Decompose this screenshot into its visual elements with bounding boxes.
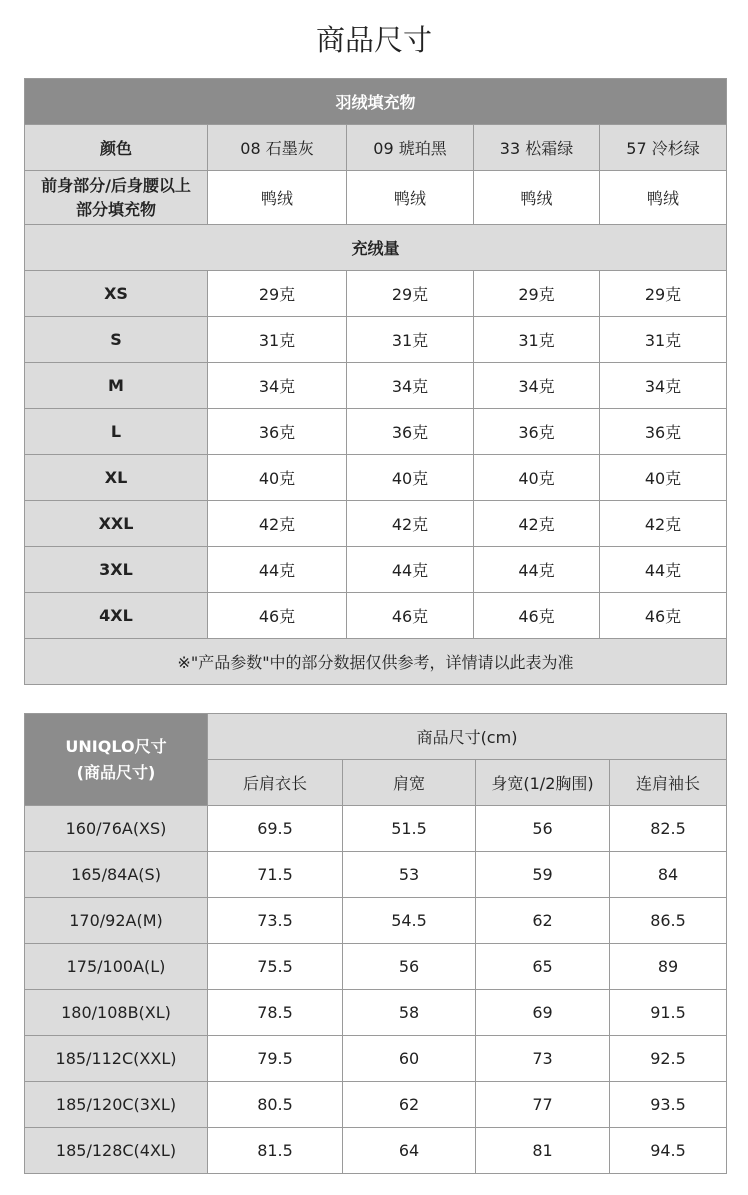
value-cell: 42克 xyxy=(347,501,474,547)
color-cell: 09 琥珀黑 xyxy=(347,125,474,171)
value-cell: 29克 xyxy=(600,271,727,317)
value-cell: 51.5 xyxy=(343,806,476,852)
column-header: 后肩衣长 xyxy=(208,760,343,806)
table-row xyxy=(25,547,727,593)
amount-header: 充绒量 xyxy=(25,225,727,271)
size-corner-header xyxy=(25,714,208,806)
corner-line1: UNIQLO尺寸 xyxy=(65,736,167,756)
value-cell: 44克 xyxy=(347,547,474,593)
table-row xyxy=(25,317,727,363)
size-label: 185/128C(4XL) xyxy=(25,1128,208,1174)
table-row xyxy=(25,806,727,852)
value-cell: 34克 xyxy=(600,363,727,409)
value-cell: 84 xyxy=(610,852,727,898)
group-header: 商品尺寸(cm) xyxy=(208,714,727,760)
table-row xyxy=(25,1082,727,1128)
fill-cell: 鸭绒 xyxy=(347,171,474,225)
value-cell: 46克 xyxy=(600,593,727,639)
value-cell: 77 xyxy=(476,1082,610,1128)
size-label: 160/76A(XS) xyxy=(25,806,208,852)
column-header: 身宽(1/2胸围) xyxy=(476,760,610,806)
value-cell: 62 xyxy=(343,1082,476,1128)
value-cell: 36克 xyxy=(347,409,474,455)
value-cell: 58 xyxy=(343,990,476,1036)
size-label: L xyxy=(25,409,208,455)
note: ※"产品参数"中的部分数据仅供参考，详情请以此表为准 xyxy=(25,639,727,685)
value-cell: 40克 xyxy=(474,455,600,501)
value-cell: 65 xyxy=(476,944,610,990)
value-cell: 80.5 xyxy=(208,1082,343,1128)
value-cell: 81.5 xyxy=(208,1128,343,1174)
value-cell: 86.5 xyxy=(610,898,727,944)
value-cell: 71.5 xyxy=(208,852,343,898)
size-label: XXL xyxy=(25,501,208,547)
value-cell: 44克 xyxy=(208,547,347,593)
table-row xyxy=(25,990,727,1036)
value-cell: 42克 xyxy=(208,501,347,547)
size-label: 180/108B(XL) xyxy=(25,990,208,1036)
value-cell: 36克 xyxy=(600,409,727,455)
fill-label-line2: 部分填充物 xyxy=(75,199,156,219)
value-cell: 31克 xyxy=(474,317,600,363)
value-cell: 94.5 xyxy=(610,1128,727,1174)
value-cell: 42克 xyxy=(600,501,727,547)
value-cell: 92.5 xyxy=(610,1036,727,1082)
value-cell: 44克 xyxy=(600,547,727,593)
value-cell: 31克 xyxy=(600,317,727,363)
value-cell: 34克 xyxy=(208,363,347,409)
table-row xyxy=(25,271,727,317)
value-cell: 42克 xyxy=(474,501,600,547)
column-header: 连肩袖长 xyxy=(610,760,727,806)
size-label: 3XL xyxy=(25,547,208,593)
color-label: 颜色 xyxy=(25,125,208,171)
fill-cell: 鸭绒 xyxy=(208,171,347,225)
color-cell: 33 松霜绿 xyxy=(474,125,600,171)
table-row xyxy=(25,1128,727,1174)
value-cell: 73 xyxy=(476,1036,610,1082)
value-cell: 60 xyxy=(343,1036,476,1082)
table-row xyxy=(25,944,727,990)
value-cell: 53 xyxy=(343,852,476,898)
color-cell: 57 冷杉绿 xyxy=(600,125,727,171)
down-fill-table xyxy=(24,78,727,685)
value-cell: 46克 xyxy=(347,593,474,639)
value-cell: 81 xyxy=(476,1128,610,1174)
size-label: 170/92A(M) xyxy=(25,898,208,944)
table-row xyxy=(25,363,727,409)
fill-cell: 鸭绒 xyxy=(600,171,727,225)
value-cell: 54.5 xyxy=(343,898,476,944)
value-cell: 56 xyxy=(343,944,476,990)
value-cell: 40克 xyxy=(600,455,727,501)
size-label: 165/84A(S) xyxy=(25,852,208,898)
size-label: M xyxy=(25,363,208,409)
size-label: 4XL xyxy=(25,593,208,639)
value-cell: 34克 xyxy=(474,363,600,409)
value-cell: 89 xyxy=(610,944,727,990)
value-cell: 46克 xyxy=(474,593,600,639)
table-row xyxy=(25,455,727,501)
value-cell: 93.5 xyxy=(610,1082,727,1128)
size-label: 185/112C(XXL) xyxy=(25,1036,208,1082)
value-cell: 29克 xyxy=(474,271,600,317)
value-cell: 56 xyxy=(476,806,610,852)
value-cell: 75.5 xyxy=(208,944,343,990)
value-cell: 69.5 xyxy=(208,806,343,852)
value-cell: 36克 xyxy=(208,409,347,455)
value-cell: 40克 xyxy=(347,455,474,501)
value-cell: 79.5 xyxy=(208,1036,343,1082)
fill-cell: 鸭绒 xyxy=(474,171,600,225)
fill-label xyxy=(25,171,208,225)
table-row xyxy=(25,898,727,944)
size-label: XL xyxy=(25,455,208,501)
value-cell: 46克 xyxy=(208,593,347,639)
size-label: S xyxy=(25,317,208,363)
table-row xyxy=(25,593,727,639)
value-cell: 31克 xyxy=(347,317,474,363)
value-cell: 59 xyxy=(476,852,610,898)
value-cell: 78.5 xyxy=(208,990,343,1036)
value-cell: 62 xyxy=(476,898,610,944)
size-label: 185/120C(3XL) xyxy=(25,1082,208,1128)
value-cell: 34克 xyxy=(347,363,474,409)
table-row xyxy=(25,1036,727,1082)
value-cell: 31克 xyxy=(208,317,347,363)
table-row xyxy=(25,501,727,547)
value-cell: 69 xyxy=(476,990,610,1036)
value-cell: 29克 xyxy=(208,271,347,317)
value-cell: 64 xyxy=(343,1128,476,1174)
page-title: 商品尺寸 xyxy=(315,23,432,57)
size-label: XS xyxy=(25,271,208,317)
value-cell: 91.5 xyxy=(610,990,727,1036)
fill-label-line1: 前身部分/后身腰以上 xyxy=(41,175,191,195)
value-cell: 44克 xyxy=(474,547,600,593)
size-label: 175/100A(L) xyxy=(25,944,208,990)
column-header: 肩宽 xyxy=(343,760,476,806)
corner-line2: (商品尺寸) xyxy=(76,762,156,782)
table-row xyxy=(25,852,727,898)
value-cell: 36克 xyxy=(474,409,600,455)
value-cell: 82.5 xyxy=(610,806,727,852)
table-row xyxy=(25,409,727,455)
down-fill-header: 羽绒填充物 xyxy=(25,79,727,125)
color-cell: 08 石墨灰 xyxy=(208,125,347,171)
value-cell: 29克 xyxy=(347,271,474,317)
size-table xyxy=(24,713,727,1174)
value-cell: 40克 xyxy=(208,455,347,501)
value-cell: 73.5 xyxy=(208,898,343,944)
